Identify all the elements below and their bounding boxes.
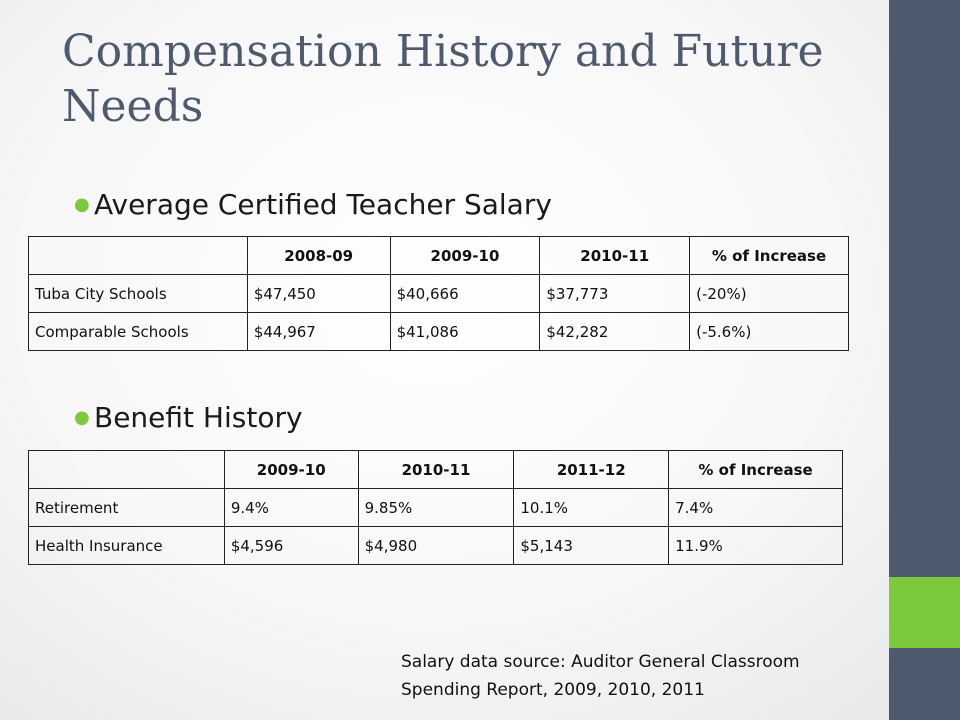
header-cell: % of Increase: [690, 237, 849, 275]
table-cell: $41,086: [390, 313, 540, 351]
salary-table: [28, 236, 849, 351]
benefit-table: [28, 450, 843, 565]
table-cell: $4,596: [224, 527, 358, 565]
table-row: [29, 527, 843, 565]
table-cell: $4,980: [358, 527, 514, 565]
table-cell: $47,450: [247, 275, 390, 313]
header-cell: 2010-11: [358, 451, 514, 489]
row-label: Retirement: [29, 489, 225, 527]
bullet-benefit-text: Benefit History: [94, 401, 303, 434]
row-label: Health Insurance: [29, 527, 225, 565]
table-row: [29, 275, 849, 313]
header-cell: [29, 237, 248, 275]
table-row: [29, 489, 843, 527]
sidebar-accent-square: [889, 577, 960, 648]
row-label: Comparable Schools: [29, 313, 248, 351]
source-line: Salary data source: Auditor General Classroom: [401, 652, 800, 672]
header-cell: 2011-12: [514, 451, 669, 489]
table-cell: 7.4%: [669, 489, 843, 527]
table-cell: $40,666: [390, 275, 540, 313]
table-cell: $42,282: [540, 313, 690, 351]
header-cell: 2009-10: [390, 237, 540, 275]
table-header-row: [29, 451, 843, 489]
table-cell: 9.85%: [358, 489, 514, 527]
source-line: Spending Report, 2009, 2010, 2011: [401, 680, 705, 700]
table-cell: (-5.6%): [690, 313, 849, 351]
bullet-salary-text: Average Certified Teacher Salary: [94, 188, 552, 221]
bullet-salary: [74, 188, 552, 221]
slide-title: Compensation History and Future Needs: [62, 26, 824, 133]
bullet-dot-icon: ●: [74, 407, 90, 428]
table-cell: 11.9%: [669, 527, 843, 565]
table-cell: $37,773: [540, 275, 690, 313]
header-cell: % of Increase: [669, 451, 843, 489]
bullet-dot-icon: ●: [74, 194, 90, 215]
table-header-row: [29, 237, 849, 275]
source-note: [401, 648, 881, 704]
header-cell: 2008-09: [247, 237, 390, 275]
table-cell: 10.1%: [514, 489, 669, 527]
header-cell: 2010-11: [540, 237, 690, 275]
header-cell: [29, 451, 225, 489]
table-cell: $5,143: [514, 527, 669, 565]
bullet-benefit: [74, 401, 303, 434]
table-cell: (-20%): [690, 275, 849, 313]
table-row: [29, 313, 849, 351]
table-cell: $44,967: [247, 313, 390, 351]
row-label: Tuba City Schools: [29, 275, 248, 313]
table-cell: 9.4%: [224, 489, 358, 527]
header-cell: 2009-10: [224, 451, 358, 489]
